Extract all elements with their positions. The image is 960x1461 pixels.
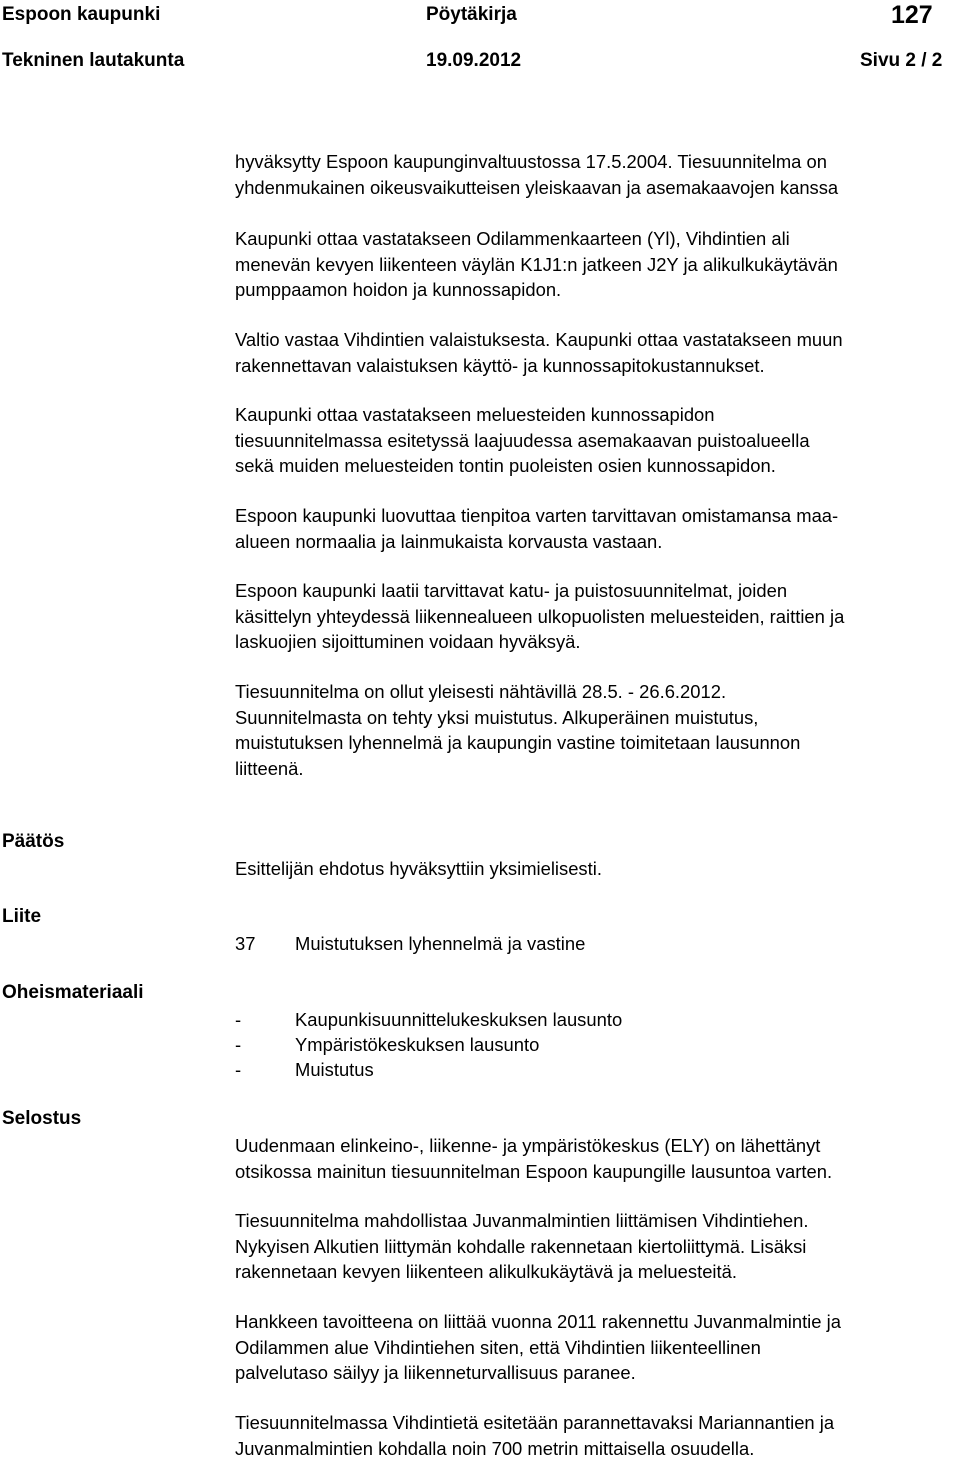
attachment-row bbox=[235, 931, 585, 957]
intro-paragraph-5 bbox=[235, 503, 957, 554]
text-line: tiesuunnitelmassa esitetyssä laajuudessa asemakaavan puistoalueella bbox=[235, 428, 957, 454]
text-line: muistutuksen lyhennelmä ja kaupungin vastine toimitetaan lausunnon bbox=[235, 730, 957, 756]
intro-paragraph-1 bbox=[235, 149, 957, 200]
document-type: Pöytäkirja bbox=[426, 4, 517, 26]
text-line: menevän kevyen liikenteen väylän K1J1:n jatkeen J2Y ja alikulkukäytävän bbox=[235, 252, 957, 278]
text-line: otsikossa mainitun tiesuunnitelman Espoon kaupungille lausuntoa varten. bbox=[235, 1159, 957, 1185]
text-line: Hankkeen tavoitteena on liittää vuonna 2011 rakennettu Juvanmalmintie ja bbox=[235, 1309, 957, 1335]
text-line: Suunnitelmasta on tehty yksi muistutus. Alkuperäinen muistutus, bbox=[235, 705, 957, 731]
text-line: palvelutaso säilyy ja liikenneturvallisuus paranee. bbox=[235, 1360, 957, 1386]
supplementary-item-text: Kaupunkisuunnittelukeskuksen lausunto bbox=[295, 1009, 622, 1030]
bullet-dash: - bbox=[235, 1007, 295, 1033]
supplementary-item-text: Ympäristökeskuksen lausunto bbox=[295, 1034, 539, 1055]
text-line: Espoon kaupunki laatii tarvittavat katu- ja puistosuunnitelmat, joiden bbox=[235, 578, 957, 604]
section-label-paatos: Päätös bbox=[2, 831, 64, 853]
text-line: Tiesuunnitelma mahdollistaa Juvanmalmintien liittämisen Vihdintiehen. bbox=[235, 1208, 957, 1234]
text-line: Valtio vastaa Vihdintien valaistuksesta. Kaupunki ottaa vastatakseen muun bbox=[235, 327, 957, 353]
organization-name: Espoon kaupunki bbox=[2, 4, 160, 26]
section-number: 127 bbox=[891, 1, 933, 29]
text-line: Kaupunki ottaa vastatakseen Odilammenkaarteen (Yl), Vihdintien ali bbox=[235, 226, 957, 252]
attachment-title: Muistutuksen lyhennelmä ja vastine bbox=[295, 933, 585, 954]
intro-paragraph-6 bbox=[235, 578, 957, 655]
supplementary-item bbox=[235, 1007, 622, 1033]
text-line: Tiesuunnitelma on ollut yleisesti nähtävillä 28.5. - 26.6.2012. bbox=[235, 679, 957, 705]
committee-name: Tekninen lautakunta bbox=[2, 50, 184, 72]
intro-paragraph-7 bbox=[235, 679, 957, 781]
text-line: Kaupunki ottaa vastatakseen meluesteiden kunnossapidon bbox=[235, 402, 957, 428]
text-line: Tiesuunnitelmassa Vihdintietä esitetään parannettavaksi Mariannantien ja bbox=[235, 1410, 957, 1436]
supplementary-item bbox=[235, 1057, 374, 1083]
text-line: Nykyisen Alkutien liittymän kohdalle rakennetaan kiertoliittymä. Lisäksi bbox=[235, 1234, 957, 1260]
text-line: alueen normaalia ja lainmukaista korvausta vastaan. bbox=[235, 529, 957, 555]
meeting-date: 19.09.2012 bbox=[426, 50, 521, 72]
text-line: liitteenä. bbox=[235, 756, 957, 782]
supplementary-item bbox=[235, 1032, 539, 1058]
description-paragraph-2 bbox=[235, 1208, 957, 1285]
section-label-oheismateriaali: Oheismateriaali bbox=[2, 982, 144, 1004]
text-line: Espoon kaupunki luovuttaa tienpitoa varten tarvittavan omistamansa maa- bbox=[235, 503, 957, 529]
intro-paragraph-2 bbox=[235, 226, 957, 303]
description-paragraph-1 bbox=[235, 1133, 957, 1184]
text-line: käsittelyn yhteydessä liikennealueen ulkopuolisten meluesteiden, raittien ja bbox=[235, 604, 957, 630]
text-line: rakennettavan valaistuksen käyttö- ja kunnossapitokustannukset. bbox=[235, 353, 957, 379]
bullet-dash: - bbox=[235, 1057, 295, 1083]
intro-paragraph-4 bbox=[235, 402, 957, 479]
section-label-liite: Liite bbox=[2, 906, 41, 928]
text-line: rakennetaan kevyen liikenteen alikulkukäytävä ja meluesteitä. bbox=[235, 1259, 957, 1285]
text-line: yhdenmukainen oikeusvaikutteisen yleiskaavan ja asemakaavojen kanssa bbox=[235, 175, 957, 201]
text-line: pumppaamon hoidon ja kunnossapidon. bbox=[235, 277, 957, 303]
page-indicator: Sivu 2 / 2 bbox=[860, 50, 942, 72]
text-line: Uudenmaan elinkeino-, liikenne- ja ympäristökeskus (ELY) on lähettänyt bbox=[235, 1133, 957, 1159]
text-line: laskuojien sijoittuminen voidaan hyväksyä. bbox=[235, 629, 957, 655]
section-label-selostus: Selostus bbox=[2, 1108, 81, 1130]
description-paragraph-3 bbox=[235, 1309, 957, 1386]
text-line: Odilammen alue Vihdintiehen siten, että Vihdintien liikenteellinen bbox=[235, 1335, 957, 1361]
bullet-dash: - bbox=[235, 1032, 295, 1058]
intro-paragraph-3 bbox=[235, 327, 957, 378]
text-line: sekä muiden meluesteiden tontin puoleisten osien kunnossapidon. bbox=[235, 453, 957, 479]
attachment-number: 37 bbox=[235, 931, 295, 957]
description-paragraph-4 bbox=[235, 1410, 957, 1461]
supplementary-item-text: Muistutus bbox=[295, 1059, 374, 1080]
text-line: Juvanmalmintien kohdalla noin 700 metrin mittaisella osuudella. bbox=[235, 1436, 957, 1461]
decision-text: Esittelijän ehdotus hyväksyttiin yksimielisesti. bbox=[235, 856, 602, 882]
text-line: hyväksytty Espoon kaupunginvaltuustossa 17.5.2004. Tiesuunnitelma on bbox=[235, 149, 957, 175]
